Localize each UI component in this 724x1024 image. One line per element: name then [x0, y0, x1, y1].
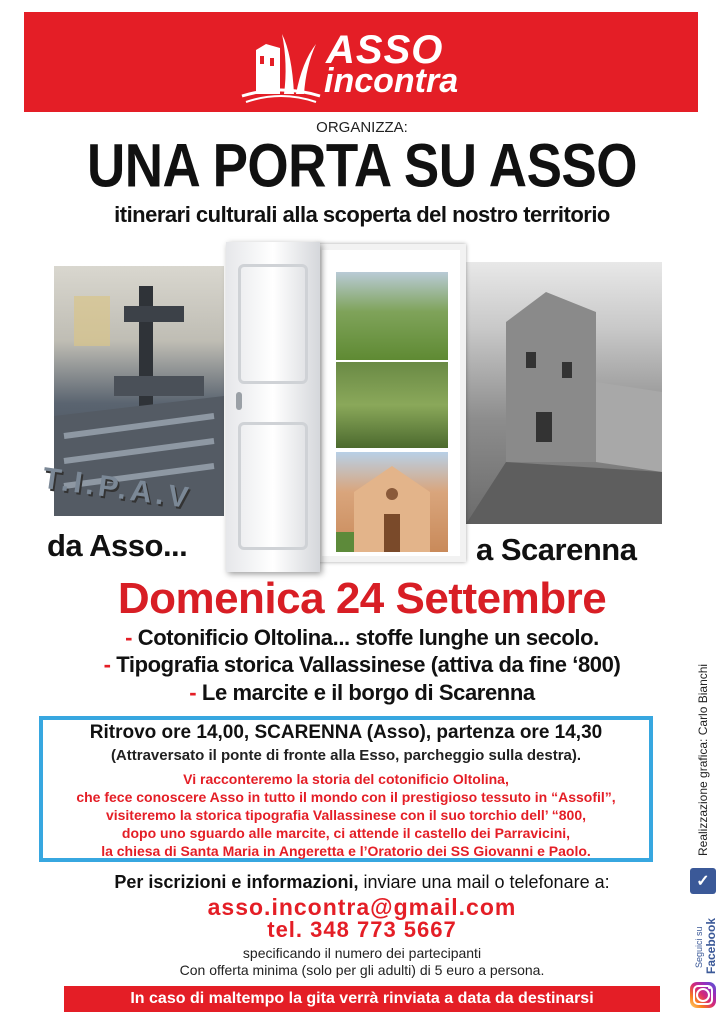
instagram-icon[interactable] [690, 982, 716, 1008]
graphic-credit: Realizzazione grafica: Carlo Bianchi [696, 663, 710, 856]
tipav-letters: T.I.P.A.V [40, 461, 195, 516]
meeting-directions: (Attraversato il ponte di fronte alla Esso, parcheggio sulla destra). [110, 747, 582, 764]
door-handle [236, 392, 242, 410]
donation-note: Con offerta minima (solo per gli adulti) di 5 euro a persona. [179, 962, 545, 978]
description-line: che fece conoscere Asso in tutto il mondo con il prestigioso tessuto in “Assofil”, [76, 789, 616, 805]
contact-phone[interactable]: tel. 348 773 5667 [267, 917, 457, 942]
program-item [0, 680, 724, 706]
to-label: a Scarenna [476, 532, 637, 567]
description-line: visiteremo la storica tipografia Vallassinese con il suo torchio dell’ “800, [105, 807, 587, 823]
facebook-label: Facebook [704, 917, 718, 974]
main-title: UNA PORTA SU ASSO [87, 132, 637, 201]
registration-line [0, 872, 724, 893]
participants-note: specificando il numero dei partecipanti [242, 945, 482, 961]
program-dash: - [125, 625, 133, 650]
event-date: Domenica 24 Settembre [117, 574, 607, 623]
weather-notice: In caso di maltempo la gita verrà rinviata a data da destinarsi [130, 990, 594, 1007]
program-item [0, 625, 724, 651]
program-dash: - [103, 652, 111, 677]
facebook-badge[interactable] [690, 868, 716, 978]
instagram-lens [696, 988, 710, 1002]
registration-rest: inviare una mail o telefonare a: [358, 872, 610, 892]
logo-asso-text: ASSO [326, 28, 444, 72]
program-item-text: Cotonificio Oltolina... stoffe lunghe un secolo. [137, 625, 599, 650]
program-item-text: Le marcite e il borgo di Scarenna [201, 680, 535, 705]
program-item-text: Tipografia storica Vallassinese (attiva da fine ‘800) [116, 652, 621, 677]
organizza-label: ORGANIZZA: [316, 119, 408, 136]
from-label: da Asso... [47, 528, 188, 563]
program-dash: - [189, 680, 197, 705]
door-lower-panel [238, 422, 308, 550]
subtitle: itinerari culturali alla scoperta del nostro territorio [114, 202, 610, 227]
tower-illustration [466, 262, 662, 524]
facebook-follow-label: Seguici su [694, 926, 704, 968]
meeting-time: Ritrovo ore 14,00, SCARENNA (Asso), partenza ore 14,30 [89, 722, 603, 743]
description-line: dopo uno sguardo alle marcite, ci attende il castello dei Parravicini, [121, 825, 571, 841]
door-upper-panel [238, 264, 308, 384]
registration-bold: Per iscrizioni e informazioni, [114, 872, 359, 892]
facebook-like-icon: ✓ [690, 868, 716, 894]
program-item [0, 652, 724, 678]
door-frame [316, 244, 466, 562]
asso-castle-logo-icon [236, 14, 326, 104]
scarenna-tower-photo [466, 262, 662, 524]
logo-incontra-text: incontra [324, 62, 459, 100]
instagram-dot [708, 986, 711, 989]
open-door [226, 242, 320, 572]
contact-email[interactable]: asso.incontra@gmail.com [207, 894, 517, 920]
description-line: Vi racconteremo la storia del cotonificio Oltolina, [183, 771, 509, 787]
description-line: la chiesa di Santa Maria in Angeretta e l’Oratorio dei SS Giovanni e Paolo. [101, 843, 591, 859]
